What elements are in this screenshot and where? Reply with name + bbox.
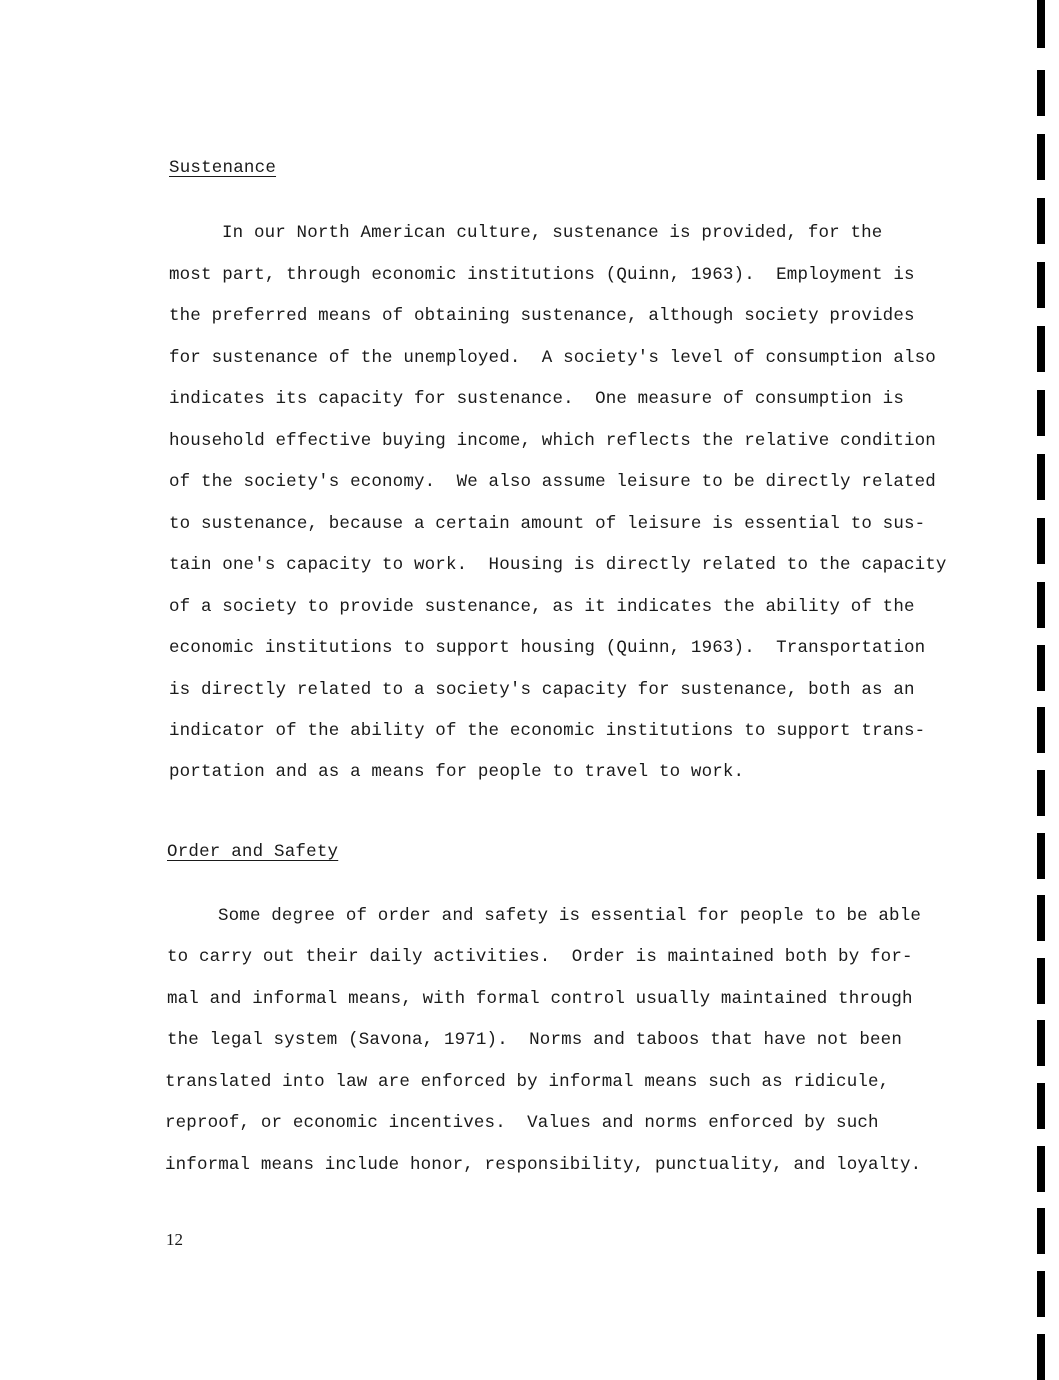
paragraph-line: of the society's economy. We also assume leisure to be directly related <box>169 472 936 492</box>
edge-mark <box>1037 326 1045 372</box>
edge-mark <box>1037 895 1045 941</box>
edge-mark <box>1037 262 1045 308</box>
edge-mark <box>1037 582 1045 628</box>
edge-mark <box>1037 770 1045 816</box>
paragraph-line: indicator of the ability of the economic institutions to support trans- <box>169 721 926 741</box>
paragraph-line: Some degree of order and safety is essential for people to be able <box>218 906 922 926</box>
edge-mark <box>1037 1334 1045 1380</box>
paragraph-line: to carry out their daily activities. Order is maintained both by for- <box>167 947 913 967</box>
edge-mark <box>1037 1271 1045 1317</box>
edge-mark <box>1037 390 1045 436</box>
paragraph-line: of a society to provide sustenance, as it indicates the ability of the <box>169 597 915 617</box>
section-heading-sustenance: Sustenance <box>169 158 277 178</box>
paragraph-line: economic institutions to support housing (Quinn, 1963). Transportation <box>169 638 926 658</box>
paragraph-line: to sustenance, because a certain amount of leisure is essential to sus- <box>169 514 926 534</box>
paragraph-line: the legal system (Savona, 1971). Norms and taboos that have not been <box>167 1030 902 1050</box>
paragraph-line: indicates its capacity for sustenance. One measure of consumption is <box>169 389 904 409</box>
paragraph-line: most part, through economic institutions (Quinn, 1963). Employment is <box>169 265 915 285</box>
edge-mark <box>1037 707 1045 753</box>
edge-mark <box>1037 1083 1045 1129</box>
edge-mark <box>1037 1020 1045 1066</box>
paragraph-line: translated into law are enforced by informal means such as ridicule, <box>165 1072 890 1092</box>
edge-mark <box>1037 958 1045 1004</box>
paragraph-line: the preferred means of obtaining sustenance, although society provides <box>169 306 915 326</box>
edge-mark <box>1037 518 1045 564</box>
page-number: 12 <box>166 1230 183 1249</box>
edge-mark <box>1037 1146 1045 1192</box>
edge-mark <box>1037 645 1045 691</box>
edge-mark <box>1037 454 1045 500</box>
edge-mark <box>1037 134 1045 180</box>
edge-mark <box>1037 198 1045 244</box>
scan-edge-marks <box>1037 0 1053 1380</box>
paragraph-line: reproof, or economic incentives. Values and norms enforced by such <box>165 1113 879 1133</box>
edge-mark <box>1037 0 1045 48</box>
edge-mark <box>1037 1208 1045 1254</box>
edge-mark <box>1037 833 1045 879</box>
paragraph-line: mal and informal means, with formal control usually maintained through <box>167 989 913 1009</box>
paragraph-line: portation and as a means for people to travel to work. <box>169 762 745 782</box>
paragraph-line: tain one's capacity to work. Housing is directly related to the capacity <box>169 555 947 575</box>
paragraph-line: informal means include honor, responsibility, punctuality, and loyalty. <box>165 1155 922 1175</box>
paragraph-line: for sustenance of the unemployed. A society's level of consumption also <box>169 348 936 368</box>
section-heading-order-and-safety: Order and Safety <box>167 842 339 862</box>
paragraph-line: is directly related to a society's capacity for sustenance, both as an <box>169 680 915 700</box>
paragraph-line: In our North American culture, sustenance is provided, for the <box>222 223 883 243</box>
edge-mark <box>1037 70 1045 116</box>
paragraph-line: household effective buying income, which reflects the relative condition <box>169 431 936 451</box>
